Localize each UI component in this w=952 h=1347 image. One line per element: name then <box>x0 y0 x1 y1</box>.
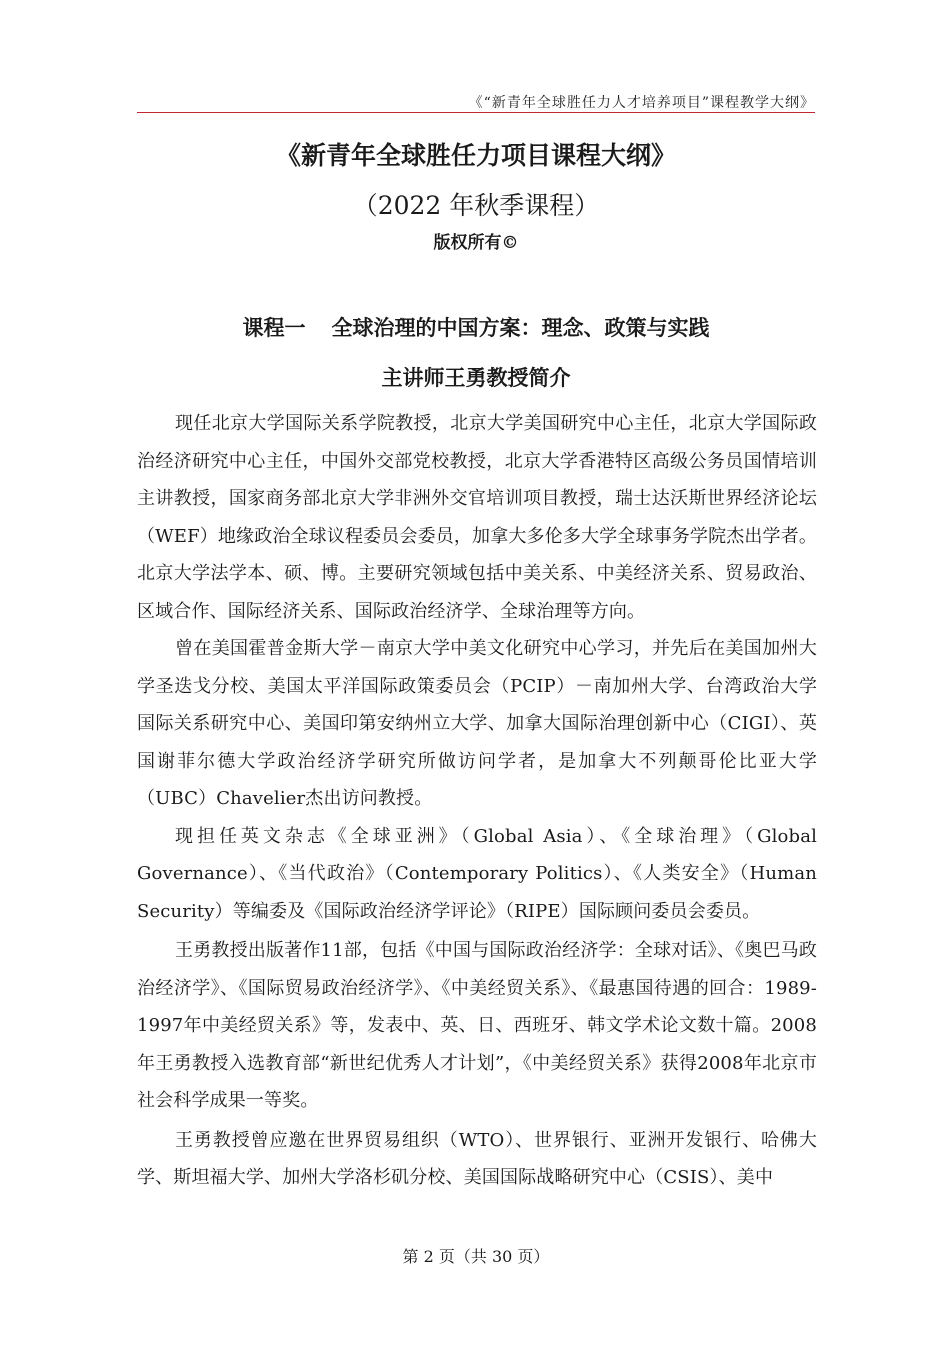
instructor-heading: 主讲师王勇教授简介 <box>381 365 571 390</box>
header-divider <box>137 112 815 113</box>
page-number: 第 2 页（共 30 页） <box>402 1247 550 1266</box>
bio-paragraph-4: 王勇教授出版著作11部，包括《中国与国际政治经济学：全球对话》、《奥巴马政治经济学》、《国际贸易政治经济学》、《中美经贸关系》、《最惠国待遇的回合：1989-1997年中美经贸关系》等，发表中、英、日、西班牙、韩文学术论文数十篇。2008年王勇教授入选教育部“新世纪优秀人才计划”，《中美经贸关系》获得2008年北京市社会科学成果一等奖。 <box>137 940 817 1111</box>
running-header: 《“新青年全球胜任力人才培养项目”课程教学大纲》 <box>468 95 815 111</box>
course-number: 课程一 <box>242 315 306 340</box>
course-heading <box>137 312 815 342</box>
bio-paragraph-5: 王勇教授曾应邀在世界贸易组织（WTO）、世界银行、亚洲开发银行、哈佛大学、斯坦福大学、加州大学洛杉矶分校、美国国际战略研究中心（CSIS）、美中 <box>137 1129 817 1188</box>
bio-paragraph-3: 现担任英文杂志《全球亚洲》（Global Asia）、《全球治理》（Global Governance）、《当代政治》（Contemporary Politics）、《人类安全》（Human Security）等编委及《国际政治经济学评论》（RIPE）国际顾问委员会委员。 <box>137 825 817 922</box>
bio-paragraph-2: 曾在美国霍普金斯大学－南京大学中美文化研究中心学习，并先后在美国加州大学圣迭戈分校、美国太平洋国际政策委员会（PCIP）－南加州大学、台湾政治大学国际关系研究中心、美国印第安纳州立大学、加拿大国际治理创新中心（CIGI）、英国谢菲尔德大学政治经济学研究所做访问学者，是加拿大不列颠哥伦比亚大学（UBC）Chavelier杰出访问教授。 <box>137 638 817 809</box>
instructor-bio <box>137 405 817 1197</box>
document-title: 《新青年全球胜任力项目课程大纲》 <box>275 141 676 170</box>
course-title: 全球治理的中国方案：理念、政策与实践 <box>331 315 710 340</box>
term-subtitle: （2022 年秋季课程） <box>352 191 600 220</box>
bio-paragraph-1: 现任北京大学国际关系学院教授，北京大学美国研究中心主任，北京大学国际政治经济研究中心主任，中国外交部党校教授，北京大学香港特区高级公务员国情培训主讲教授，国家商务部北京大学非洲外交官培训项目教授，瑞士达沃斯世界经济论坛（WEF）地缘政治全球议程委员会委员，加拿大多伦多大学全球事务学院杰出学者。北京大学法学本、硕、博。主要研究领域包括中美关系、中美经济关系、贸易政治、区域合作、国际经济关系、国际政治经济学、全球治理等方向。 <box>137 413 817 622</box>
copyright-notice: 版权所有© <box>433 233 519 253</box>
